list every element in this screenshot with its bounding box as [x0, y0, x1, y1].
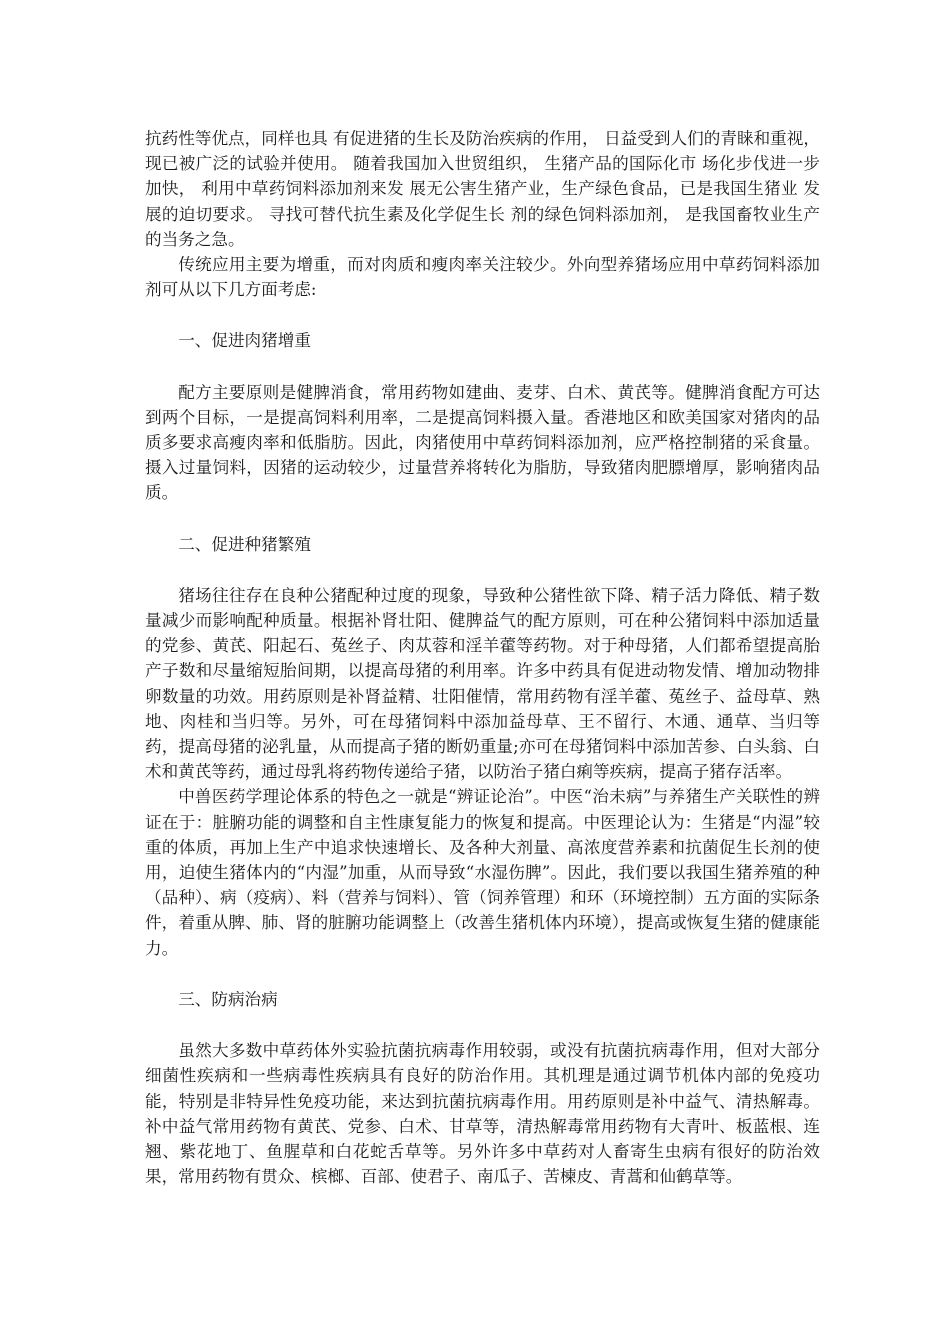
spacer [145, 354, 820, 380]
spacer [145, 506, 820, 532]
document-body [145, 126, 820, 1189]
spacer [145, 557, 820, 583]
section-1-paragraph: 配方主要原则是健脾消食，常用药物如建曲、麦芽、白术、黄芪等。健脾消食配方可达到两个目标，一是提高饲料利用率，二是提高饲料摄入量。香港地区和欧美国家对猪肉的品质多要求高瘦肉率和低脂肪。因此，肉猪使用中草药饲料添加剂，应严格控制猪的采食量。摄入过量饲料，因猪的运动较少，过量营养将转化为脂肪，导致猪肉肥膘增厚，影响猪肉品质。 [145, 382, 820, 503]
section-heading-3: 三、防病治病 [178, 989, 278, 1009]
spacer [145, 1012, 820, 1038]
section-2-paragraph-1: 猪场往往存在良种公猪配种过度的现象，导致种公猪性欲下降、精子活力降低、精子数量减少而影响配种质量。根据补肾壮阳、健脾益气的配方原则，可在种公猪饲料中添加适量的党参、黄芪、阳起石、菟丝子、肉苁蓉和淫羊藿等药物。对于种母猪，人们都希望提高胎产子数和尽量缩短胎间期，以提高母猪的利用率。许多中药具有促进动物发情、增加动物排卵数量的功效。用药原则是补肾益精、壮阳催情，常用药物有淫羊藿、菟丝子、益母草、熟地、肉桂和当归等。另外，可在母猪饲料中添加益母草、王不留行、木通、通草、当归等药，提高母猪的泌乳量，从而提高子猪的断奶重量;亦可在母猪饲料中添加苦参、白头翁、白术和黄芪等药，通过母乳将药物传递给子猪，以防治子猪白痢等疾病，提高子猪存活率。 [145, 585, 820, 782]
section-heading-1: 一、促进肉猪增重 [178, 331, 311, 351]
intro-paragraph-1: 抗药性等优点，同样也具 有促进猪的生长及防治疾病的作用， 日益受到人们的青睐和重视，现已被广泛的试验并使用。 随着我国加入世贸组织， 生猪产品的国际化市 场化步伐进一步加快， 利用中草药饲料添加剂来发 展无公害生猪产业，生产绿色食品，已是我国生猪业 发展的迫切要求。 寻找可替代抗生素及化学促生长 剂的绿色饲料添加剂， 是我国畜牧业生产的当务之急。 [145, 129, 820, 249]
section-3-paragraph: 虽然大多数中草药体外实验抗菌抗病毒作用较弱，或没有抗菌抗病毒作用，但对大部分细菌性疾病和一些病毒性疾病具有良好的防治作用。其机理是通过调节机体内部的免疫功能，特别是非特异性免疫功能，来达到抗菌抗病毒作用。用药原则是补中益气、清热解毒。补中益气常用药物有黄芪、党参、白术、甘草等，清热解毒常用药物有大青叶、板蓝根、连翘、紫花地丁、鱼腥草和白花蛇舌草等。另外许多中草药对人畜寄生虫病有很好的防治效果，常用药物有贯众、槟榔、百部、使君子、南瓜子、苦楝皮、青蒿和仙鹤草等。 [145, 1041, 820, 1187]
spacer [145, 302, 820, 328]
section-2-paragraph-2: 中兽医药学理论体系的特色之一就是“辨证论治”。中医“治未病”与养猪生产关联性的辨证在于：脏腑功能的调整和自主性康复能力的恢复和提高。中医理论认为：生猪是“内湿”较重的体质，再加上生产中追求快速增长、及各种大剂量、高浓度营养素和抗菌促生长剂的使用，迫使生猪体内的“内湿”加重，从而导致“水湿伤脾”。因此，我们要以我国生猪养殖的种（品种）、病（疫病）、料（营养与饲料）、管（饲养管理）和环（环境控制）五方面的实际条件，着重从脾、肺、肾的脏腑功能调整上（改善生猪机体内环境），提高或恢复生猪的健康能力。 [145, 787, 820, 958]
section-heading-2: 二、促进种猪繁殖 [178, 534, 311, 554]
intro-paragraph-2: 传统应用主要为增重，而对肉质和瘦肉率关注较少。外向型养猪场应用中草药饲料添加剂可从以下几方面考虑: [145, 255, 820, 300]
spacer [145, 961, 820, 987]
